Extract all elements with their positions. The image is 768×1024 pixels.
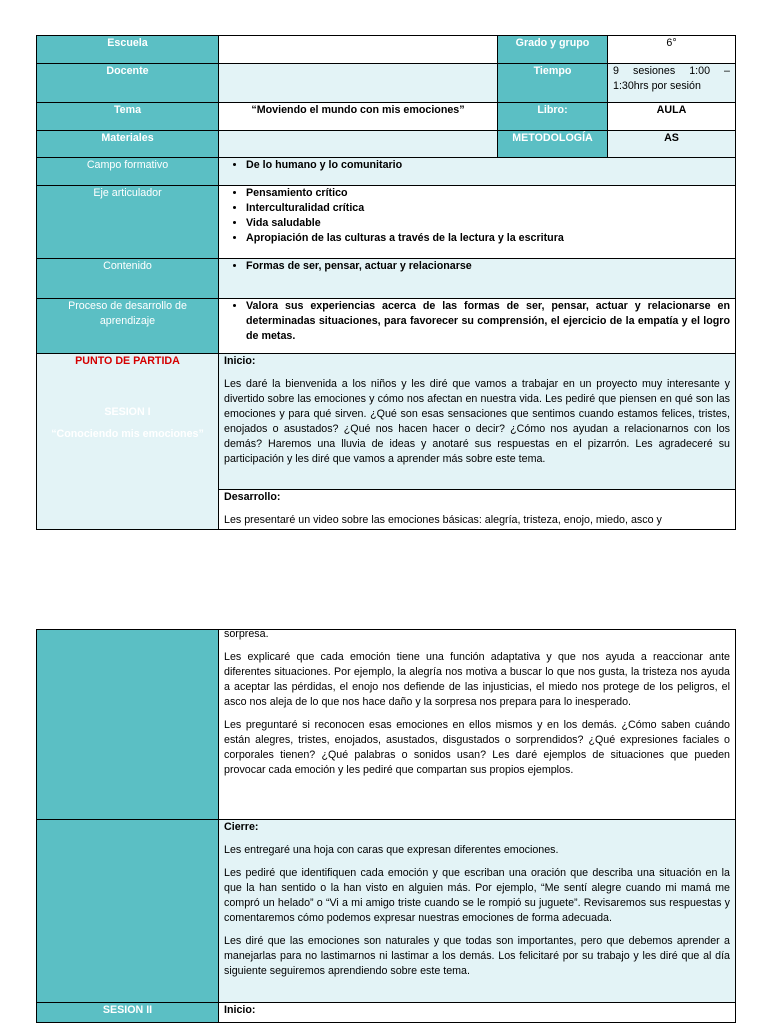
cierre-cell: [219, 820, 736, 1003]
cierre-paragraph-1: Les entregaré una hoja con caras que expresan diferentes emociones.: [224, 844, 559, 856]
inicio-heading: Inicio:: [224, 355, 256, 367]
sesion1-cont-label: [37, 630, 219, 820]
sesion1-cell: [37, 354, 219, 530]
sesion2-inicio: Inicio:: [219, 1003, 736, 1023]
proceso-item: • Valora sus experiencias acerca de las formas de ser, pensar, actuar y relacionarse en determinadas situaciones, para favorecer su comprensión, el ejercicio de la empatía y el logro de metas.: [246, 299, 730, 344]
eje-item: • Apropiación de las culturas a través de la lectura y la escritura: [246, 231, 730, 246]
contenido-item: • Formas de ser, pensar, actuar y relacionarse: [246, 259, 730, 274]
planning-table-page2: [36, 629, 736, 1023]
eje-item: • Vida saludable: [246, 216, 730, 231]
materiales-label: Materiales: [37, 131, 219, 158]
docente-label: Docente: [37, 64, 219, 103]
campo-formativo-label: Campo formativo: [37, 158, 219, 186]
contenido-label: Contenido: [37, 259, 219, 299]
sesion2-label: SESION II: [37, 1003, 219, 1023]
desarrollo-paragraph-3: Les preguntaré si reconocen esas emociones en ellos mismos y en los demás. ¿Cómo saben cuándo están alegres, tristes, enojados, asustados, disgustados o sorprendidos? ¿Qué expresiones faciales o corporales tienen? ¿Qué palabras o sonidos usan? Les daré ejemplos de situaciones que pueden provocar cada emoción y les pediré que compartan sus propios ejemplos.: [224, 719, 730, 776]
metodologia-label: METODOLOGÍA: [498, 131, 608, 158]
eje-articulador-value: [219, 186, 736, 259]
eje-item: • Interculturalidad crítica: [246, 201, 730, 216]
metodologia-value: AS: [608, 131, 736, 158]
grado-label: Grado y grupo: [498, 36, 608, 64]
campo-formativo-item: • De lo humano y lo comunitario: [246, 158, 730, 173]
sesion1-cont-label-2: [37, 820, 219, 1003]
desarrollo-paragraph-2: Les explicaré que cada emoción tiene una función adaptativa y que nos ayuda a reaccionar ante diferentes situaciones. Por ejemplo, la alegría nos motiva a buscar lo que nos gusta, la tristeza nos ayuda a aceptar las pérdidas, el enojo nos defiende de las injusticias, el miedo nos protege de los peligros, el asco nos aleja de lo que nos hace daño y la sorpresa nos prepara para lo inesperado.: [224, 651, 730, 708]
eje-articulador-label: Eje articulador: [37, 186, 219, 259]
libro-value: AULA: [608, 103, 736, 131]
proceso-label: Proceso de desarrollo de aprendizaje: [37, 299, 219, 354]
proceso-value: [219, 299, 736, 354]
libro-label: Libro:: [498, 103, 608, 131]
sesion1-desarrollo: [219, 490, 736, 530]
inicio-text: Les daré la bienvenida a los niños y les diré que vamos a trabajar en un proyecto muy interesante y divertido sobre las emociones y cómo nos afectan en nuestra vida. Les pediré que piensen en qué son las emociones y para qué sirven. ¿Qué son esas sensaciones que sentimos cuando estamos felices, tristes, enojados o asustados? ¿Qué nos hacen hacer o decir? ¿Cómo nos ayudan a relacionarnos con los demás? Haremos una lluvia de ideas y anotaré sus respuestas en el pizarrón. Les agradeceré su participación y les diré que vamos a aprender más sobre este tema.: [224, 378, 730, 465]
planning-table-page1: [36, 35, 736, 530]
escuela-label: Escuela: [37, 36, 219, 64]
grado-value: 6°: [608, 36, 736, 64]
cierre-paragraph-2: Les pediré que identifiquen cada emoción y que escriban una oración que describa una situación en la que la han sentido o la han visto en alguien más. Por ejemplo, “Me sentí alegre cuando mi mamá me compró un helado” o “Vi a mi amigo triste cuando se le rompió su juguete”. Revisaremos sus respuestas y comentaremos cómo podemos expresar nuestras emociones de forma adecuada.: [224, 867, 730, 924]
sesion1-subtitle: “Conociendo mis emociones”: [51, 428, 204, 440]
desarrollo-heading: Desarrollo:: [224, 491, 281, 503]
cierre-heading: Cierre:: [224, 821, 259, 833]
sesion1-inicio: [219, 354, 736, 490]
docente-value: [219, 64, 498, 103]
materiales-value: [219, 131, 498, 158]
contenido-value: [219, 259, 736, 299]
punto-de-partida: PUNTO DE PARTIDA: [75, 355, 180, 367]
desarrollo-text: Les presentaré un video sobre las emociones básicas: alegría, tristeza, enojo, miedo, asco y: [224, 514, 662, 526]
eje-item: • Pensamiento crítico: [246, 186, 730, 201]
desarrollo-continued: [219, 630, 736, 820]
tema-value: “Moviendo el mundo con mis emociones”: [219, 103, 498, 131]
cierre-paragraph-3: Les diré que las emociones son naturales y que todas son importantes, pero que debemos aprender a manejarlas para no lastimarnos ni lastimar a los demás. Los felicitaré por su trabajo y les diré que al día siguiente seguiremos aprendiendo sobre este tema.: [224, 935, 730, 977]
tema-label: Tema: [37, 103, 219, 131]
campo-formativo-value: [219, 158, 736, 186]
tiempo-value: 9 sesiones 1:00 – 1:30hrs por sesión: [608, 64, 736, 103]
escuela-value: [219, 36, 498, 64]
desarrollo-cont-text: sorpresa.: [224, 629, 269, 640]
sesion1-title: SESION I: [104, 406, 151, 418]
tiempo-label: Tiempo: [498, 64, 608, 103]
